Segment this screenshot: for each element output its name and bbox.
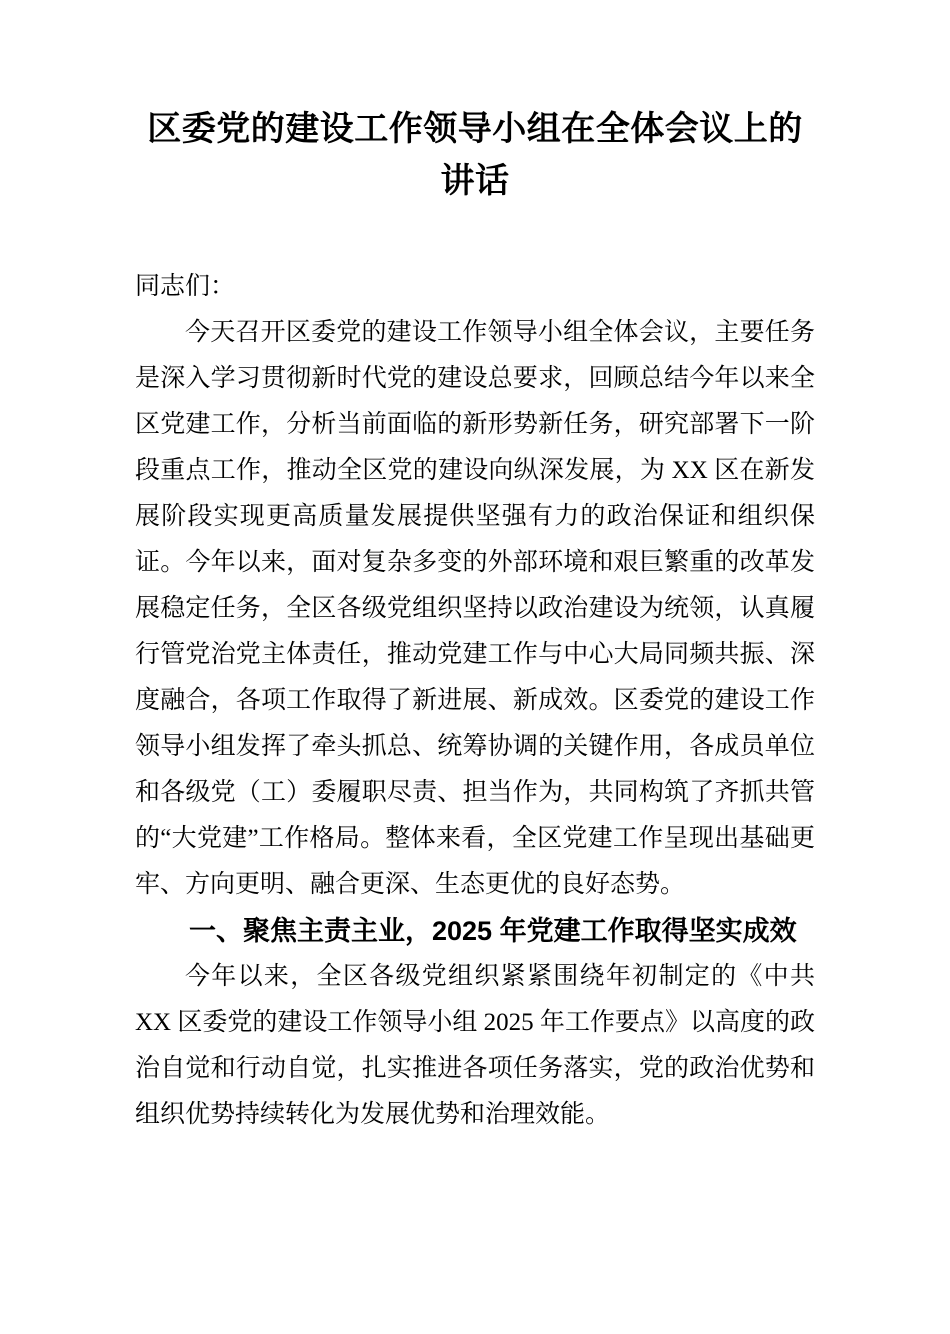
document-body [135,264,815,1138]
paragraph-intro: 今天召开区委党的建设工作领导小组全体会议，主要任务是深入学习贯彻新时代党的建设总要求，回顾总结今年以来全区党建工作，分析当前面临的新形势新任务，研究部署下一阶段重点工作，推动全区党的建设向纵深发展，为 XX 区在新发展阶段实现更高质量发展提供坚强有力的政治保证和组织保证。今年以来，面对复杂多变的外部环境和艰巨繁重的改革发展稳定任务，全区各级党组织坚持以政治建设为统领，认真履行管党治党主体责任，推动党建工作与中心大局同频共振、深度融合，各项工作取得了新进展、新成效。区委党的建设工作领导小组发挥了牵头抓总、统筹协调的关键作用，各成员单位和各级党（工）委履职尽责、担当作为，共同构筑了齐抓共管的“大党建”工作格局。整体来看，全区党建工作呈现出基础更牢、方向更明、融合更深、生态更优的良好态势。 [135,319,815,898]
paragraph-section-1: 今年以来，全区各级党组织紧紧围绕年初制定的《中共 XX 区委党的建设工作领导小组 2025 年工作要点》以高度的政治自觉和行动自觉，扎实推进各项任务落实，党的政治优势和组织优势持续转化为发展优势和治理效能。 [135,963,815,1128]
document-title: 区委党的建设工作领导小组在全体会议上的讲话 [147,111,803,200]
section-heading-1: 一、聚焦主责主业，2025 年党建工作取得坚实成效 [189,916,797,946]
document-page [0,104,950,1334]
salutation: 同志们： [135,273,236,300]
